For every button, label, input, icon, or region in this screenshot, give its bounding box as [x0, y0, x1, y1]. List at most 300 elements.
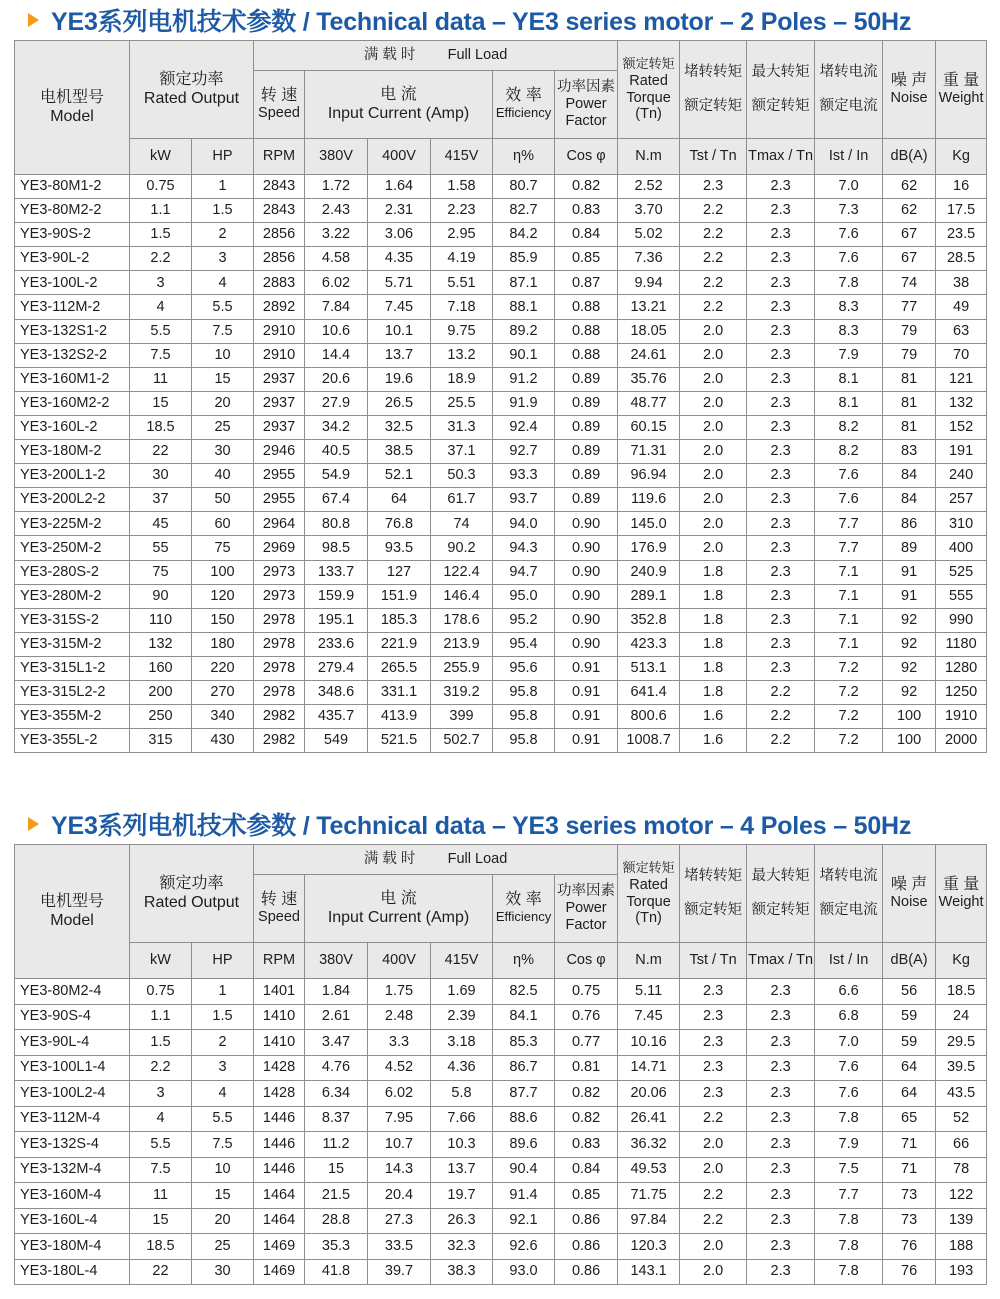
value-cell: 0.88 — [555, 319, 618, 343]
value-cell: 10.7 — [368, 1132, 431, 1158]
value-cell: 10 — [192, 1157, 254, 1183]
model-cell: YE3-355M-2 — [15, 705, 130, 729]
value-cell: 435.7 — [305, 705, 368, 729]
model-cell: YE3-100L2-4 — [15, 1081, 130, 1107]
value-cell: 1410 — [254, 1030, 305, 1056]
value-cell: 14.3 — [368, 1157, 431, 1183]
value-cell: 2.3 — [747, 343, 815, 367]
table-row — [15, 979, 987, 1005]
value-cell: 7.1 — [815, 608, 883, 632]
value-cell: 1.1 — [130, 1004, 192, 1030]
value-cell: 7.5 — [815, 1157, 883, 1183]
value-cell: 2.3 — [747, 584, 815, 608]
table-row — [15, 367, 987, 391]
value-cell: 67.4 — [305, 488, 368, 512]
value-cell: 0.91 — [555, 705, 618, 729]
value-cell: 0.89 — [555, 391, 618, 415]
value-cell: 7.3 — [815, 199, 883, 223]
value-cell: 15 — [192, 367, 254, 391]
header-locked-torque: 堵转转矩 额定转矩 — [680, 845, 747, 943]
value-cell: 10 — [192, 343, 254, 367]
value-cell: 10.16 — [618, 1030, 680, 1056]
value-cell: 11.2 — [305, 1132, 368, 1158]
value-cell: 65 — [883, 1106, 936, 1132]
value-cell: 15 — [130, 391, 192, 415]
value-cell: 6.02 — [305, 271, 368, 295]
value-cell: 2.0 — [680, 415, 747, 439]
header-model: 电机型号 Model — [15, 845, 130, 979]
value-cell: 4.19 — [431, 247, 493, 271]
value-cell: 92.6 — [493, 1234, 555, 1260]
value-cell: 55 — [130, 536, 192, 560]
value-cell: 6.8 — [815, 1004, 883, 1030]
value-cell: 3.18 — [431, 1030, 493, 1056]
value-cell: 14.71 — [618, 1055, 680, 1081]
model-cell: YE3-132S2-2 — [15, 343, 130, 367]
value-cell: 7.6 — [815, 1081, 883, 1107]
model-cell: YE3-225M-2 — [15, 512, 130, 536]
value-cell: 91.2 — [493, 367, 555, 391]
value-cell: 36.32 — [618, 1132, 680, 1158]
value-cell: 8.3 — [815, 295, 883, 319]
value-cell: 2.3 — [747, 367, 815, 391]
value-cell: 2843 — [254, 175, 305, 199]
section-title-text: YE3系列电机技术参数 / Technical data – YE3 series motor – 4 Poles – 50Hz — [51, 812, 912, 840]
value-cell: 2.0 — [680, 1259, 747, 1285]
value-cell: 2.0 — [680, 536, 747, 560]
value-cell: 96.94 — [618, 464, 680, 488]
header-full-load: 满 载 时 Full Load — [254, 845, 618, 875]
value-cell: 38.3 — [431, 1259, 493, 1285]
value-cell: 2.0 — [680, 1234, 747, 1260]
value-cell: 7.5 — [130, 1157, 192, 1183]
value-cell: 77 — [883, 295, 936, 319]
value-cell: 15 — [305, 1157, 368, 1183]
table-row — [15, 271, 987, 295]
value-cell: 0.89 — [555, 440, 618, 464]
value-cell: 289.1 — [618, 584, 680, 608]
value-cell: 71.75 — [618, 1183, 680, 1209]
table-row — [15, 415, 987, 439]
value-cell: 79 — [883, 319, 936, 343]
value-cell: 40.5 — [305, 440, 368, 464]
value-cell: 3.3 — [368, 1030, 431, 1056]
header-rated-torque: 额定转矩 Rated Torque (Tn) — [618, 845, 680, 943]
value-cell: 8.1 — [815, 367, 883, 391]
value-cell: 0.90 — [555, 608, 618, 632]
table-body — [15, 175, 987, 753]
header-rated-output: 额定功率 Rated Output — [130, 41, 254, 139]
value-cell: 2.3 — [747, 488, 815, 512]
value-cell: 2843 — [254, 199, 305, 223]
table-row — [15, 512, 987, 536]
header-speed: 转 速 Speed — [254, 71, 305, 139]
value-cell: 49 — [936, 295, 987, 319]
value-cell: 213.9 — [431, 632, 493, 656]
value-cell: 2.3 — [680, 1004, 747, 1030]
value-cell: 28.5 — [936, 247, 987, 271]
value-cell: 1464 — [254, 1208, 305, 1234]
value-cell: 2.3 — [747, 608, 815, 632]
value-cell: 60 — [192, 512, 254, 536]
value-cell: 7.1 — [815, 632, 883, 656]
value-cell: 82.7 — [493, 199, 555, 223]
value-cell: 7.9 — [815, 1132, 883, 1158]
value-cell: 1.1 — [130, 199, 192, 223]
model-cell: YE3-160L-2 — [15, 415, 130, 439]
value-cell: 1280 — [936, 656, 987, 680]
unit-header-cell: 400V — [368, 943, 431, 979]
table-row — [15, 729, 987, 753]
value-cell: 2.3 — [680, 1055, 747, 1081]
model-cell: YE3-100L1-4 — [15, 1055, 130, 1081]
value-cell: 11 — [130, 367, 192, 391]
value-cell: 7.84 — [305, 295, 368, 319]
model-cell: YE3-90S-4 — [15, 1004, 130, 1030]
value-cell: 7.36 — [618, 247, 680, 271]
value-cell: 0.76 — [555, 1004, 618, 1030]
value-cell: 35.3 — [305, 1234, 368, 1260]
value-cell: 98.5 — [305, 536, 368, 560]
header-rated-torque: 额定转矩 Rated Torque (Tn) — [618, 41, 680, 139]
model-cell: YE3-315L2-2 — [15, 680, 130, 704]
value-cell: 2937 — [254, 391, 305, 415]
value-cell: 7.2 — [815, 705, 883, 729]
value-cell: 185.3 — [368, 608, 431, 632]
value-cell: 6.02 — [368, 1081, 431, 1107]
value-cell: 2.2 — [130, 247, 192, 271]
value-cell: 7.45 — [618, 1004, 680, 1030]
header-speed: 转 速 Speed — [254, 875, 305, 943]
value-cell: 2973 — [254, 560, 305, 584]
value-cell: 26.3 — [431, 1208, 493, 1234]
value-cell: 67 — [883, 223, 936, 247]
value-cell: 0.75 — [130, 979, 192, 1005]
unit-header-cell: Ist / In — [815, 943, 883, 979]
value-cell: 45 — [130, 512, 192, 536]
value-cell: 7.1 — [815, 584, 883, 608]
value-cell: 26.41 — [618, 1106, 680, 1132]
value-cell: 91 — [883, 560, 936, 584]
value-cell: 2.3 — [747, 271, 815, 295]
model-cell: YE3-80M1-2 — [15, 175, 130, 199]
value-cell: 2982 — [254, 729, 305, 753]
value-cell: 100 — [883, 729, 936, 753]
value-cell: 2.2 — [130, 1055, 192, 1081]
unit-header-cell: Tmax / Tn — [747, 139, 815, 175]
value-cell: 85.3 — [493, 1030, 555, 1056]
value-cell: 90.2 — [431, 536, 493, 560]
value-cell: 2.3 — [747, 247, 815, 271]
model-cell: YE3-280S-2 — [15, 560, 130, 584]
value-cell: 0.88 — [555, 295, 618, 319]
value-cell: 2.0 — [680, 464, 747, 488]
value-cell: 10.1 — [368, 319, 431, 343]
value-cell: 348.6 — [305, 680, 368, 704]
table-row — [15, 680, 987, 704]
value-cell: 4.35 — [368, 247, 431, 271]
value-cell: 91.4 — [493, 1183, 555, 1209]
value-cell: 127 — [368, 560, 431, 584]
value-cell: 1.72 — [305, 175, 368, 199]
value-cell: 0.85 — [555, 1183, 618, 1209]
value-cell: 2.0 — [680, 512, 747, 536]
value-cell: 1.6 — [680, 705, 747, 729]
value-cell: 64 — [883, 1055, 936, 1081]
value-cell: 2.43 — [305, 199, 368, 223]
value-cell: 2.3 — [747, 319, 815, 343]
value-cell: 2.95 — [431, 223, 493, 247]
value-cell: 18.5 — [936, 979, 987, 1005]
value-cell: 52 — [936, 1106, 987, 1132]
value-cell: 76 — [883, 1234, 936, 1260]
units-row — [15, 139, 987, 175]
value-cell: 80.8 — [305, 512, 368, 536]
value-cell: 86.7 — [493, 1055, 555, 1081]
value-cell: 63 — [936, 319, 987, 343]
value-cell: 5.5 — [192, 295, 254, 319]
value-cell: 193 — [936, 1259, 987, 1285]
value-cell: 0.89 — [555, 488, 618, 512]
value-cell: 2.3 — [747, 1259, 815, 1285]
value-cell: 1.8 — [680, 632, 747, 656]
value-cell: 2 — [192, 1030, 254, 1056]
value-cell: 2937 — [254, 415, 305, 439]
model-cell: YE3-160M1-2 — [15, 367, 130, 391]
value-cell: 13.7 — [431, 1157, 493, 1183]
value-cell: 188 — [936, 1234, 987, 1260]
value-cell: 7.8 — [815, 1208, 883, 1234]
value-cell: 95.8 — [493, 680, 555, 704]
value-cell: 331.1 — [368, 680, 431, 704]
value-cell: 4.58 — [305, 247, 368, 271]
value-cell: 5.5 — [130, 319, 192, 343]
value-cell: 1.5 — [192, 199, 254, 223]
value-cell: 2955 — [254, 464, 305, 488]
value-cell: 0.81 — [555, 1055, 618, 1081]
value-cell: 95.0 — [493, 584, 555, 608]
value-cell: 1.8 — [680, 656, 747, 680]
value-cell: 8.1 — [815, 391, 883, 415]
value-cell: 20.4 — [368, 1183, 431, 1209]
value-cell: 191 — [936, 440, 987, 464]
value-cell: 0.82 — [555, 1081, 618, 1107]
table-row — [15, 488, 987, 512]
value-cell: 38 — [936, 271, 987, 295]
value-cell: 7.5 — [192, 1132, 254, 1158]
value-cell: 0.86 — [555, 1259, 618, 1285]
model-cell: YE3-180M-2 — [15, 440, 130, 464]
value-cell: 7.45 — [368, 295, 431, 319]
value-cell: 4 — [130, 1106, 192, 1132]
header-power-factor: 功率因素 Power Factor — [555, 875, 618, 943]
value-cell: 4 — [192, 271, 254, 295]
model-cell: YE3-90L-4 — [15, 1030, 130, 1056]
header-current: 电 流 Input Current (Amp) — [305, 71, 493, 139]
value-cell: 2910 — [254, 319, 305, 343]
value-cell: 1446 — [254, 1132, 305, 1158]
value-cell: 133.7 — [305, 560, 368, 584]
value-cell: 150 — [192, 608, 254, 632]
table-row — [15, 584, 987, 608]
value-cell: 41.8 — [305, 1259, 368, 1285]
value-cell: 555 — [936, 584, 987, 608]
value-cell: 13.21 — [618, 295, 680, 319]
value-cell: 525 — [936, 560, 987, 584]
value-cell: 56 — [883, 979, 936, 1005]
value-cell: 59 — [883, 1030, 936, 1056]
value-cell: 8.3 — [815, 319, 883, 343]
triangle-right-icon — [28, 817, 39, 831]
value-cell: 2.3 — [747, 1081, 815, 1107]
value-cell: 7.8 — [815, 1106, 883, 1132]
value-cell: 310 — [936, 512, 987, 536]
value-cell: 20 — [192, 1208, 254, 1234]
unit-header-cell: 380V — [305, 943, 368, 979]
model-cell: YE3-200L1-2 — [15, 464, 130, 488]
value-cell: 146.4 — [431, 584, 493, 608]
value-cell: 413.9 — [368, 705, 431, 729]
value-cell: 513.1 — [618, 656, 680, 680]
value-cell: 2.23 — [431, 199, 493, 223]
value-cell: 75 — [130, 560, 192, 584]
unit-header-cell: RPM — [254, 943, 305, 979]
value-cell: 160 — [130, 656, 192, 680]
value-cell: 81 — [883, 391, 936, 415]
value-cell: 33.5 — [368, 1234, 431, 1260]
value-cell: 502.7 — [431, 729, 493, 753]
value-cell: 1.8 — [680, 680, 747, 704]
value-cell: 2.2 — [680, 271, 747, 295]
value-cell: 64 — [368, 488, 431, 512]
unit-header-cell: 400V — [368, 139, 431, 175]
value-cell: 990 — [936, 608, 987, 632]
value-cell: 152 — [936, 415, 987, 439]
unit-header-cell: HP — [192, 943, 254, 979]
unit-header-cell: Ist / In — [815, 139, 883, 175]
model-cell: YE3-315S-2 — [15, 608, 130, 632]
section-title — [14, 804, 986, 844]
value-cell: 110 — [130, 608, 192, 632]
value-cell: 151.9 — [368, 584, 431, 608]
header-locked-current: 堵转电流 额定电流 — [815, 845, 883, 943]
value-cell: 0.91 — [555, 656, 618, 680]
value-cell: 2.3 — [747, 512, 815, 536]
value-cell: 0.75 — [130, 175, 192, 199]
value-cell: 2.0 — [680, 1132, 747, 1158]
value-cell: 2.3 — [747, 175, 815, 199]
value-cell: 2.0 — [680, 391, 747, 415]
value-cell: 71 — [883, 1157, 936, 1183]
model-cell: YE3-280M-2 — [15, 584, 130, 608]
model-cell: YE3-100L-2 — [15, 271, 130, 295]
value-cell: 7.7 — [815, 512, 883, 536]
value-cell: 2000 — [936, 729, 987, 753]
value-cell: 0.91 — [555, 729, 618, 753]
value-cell: 30 — [192, 440, 254, 464]
value-cell: 2937 — [254, 367, 305, 391]
model-cell: YE3-180M-4 — [15, 1234, 130, 1260]
value-cell: 2978 — [254, 632, 305, 656]
value-cell: 2.2 — [747, 729, 815, 753]
value-cell: 122.4 — [431, 560, 493, 584]
value-cell: 2856 — [254, 223, 305, 247]
value-cell: 18.9 — [431, 367, 493, 391]
value-cell: 180 — [192, 632, 254, 656]
value-cell: 220 — [192, 656, 254, 680]
value-cell: 1.69 — [431, 979, 493, 1005]
value-cell: 86 — [883, 512, 936, 536]
value-cell: 35.76 — [618, 367, 680, 391]
value-cell: 2.3 — [747, 1132, 815, 1158]
value-cell: 7.8 — [815, 271, 883, 295]
value-cell: 1469 — [254, 1234, 305, 1260]
header-full-load: 满 载 时 Full Load — [254, 41, 618, 71]
value-cell: 26.5 — [368, 391, 431, 415]
value-cell: 2955 — [254, 488, 305, 512]
value-cell: 2964 — [254, 512, 305, 536]
value-cell: 2.3 — [747, 979, 815, 1005]
model-cell: YE3-315L1-2 — [15, 656, 130, 680]
value-cell: 0.83 — [555, 199, 618, 223]
value-cell: 0.88 — [555, 343, 618, 367]
model-cell: YE3-355L-2 — [15, 729, 130, 753]
table-row — [15, 1157, 987, 1183]
value-cell: 0.91 — [555, 680, 618, 704]
value-cell: 2978 — [254, 656, 305, 680]
units-row — [15, 943, 987, 979]
table-row — [15, 705, 987, 729]
value-cell: 119.6 — [618, 488, 680, 512]
value-cell: 0.87 — [555, 271, 618, 295]
value-cell: 93.3 — [493, 464, 555, 488]
value-cell: 7.6 — [815, 464, 883, 488]
value-cell: 2.3 — [747, 440, 815, 464]
value-cell: 67 — [883, 247, 936, 271]
value-cell: 15 — [192, 1183, 254, 1209]
value-cell: 2856 — [254, 247, 305, 271]
value-cell: 2.3 — [747, 1055, 815, 1081]
value-cell: 4 — [130, 295, 192, 319]
value-cell: 84 — [883, 464, 936, 488]
value-cell: 87.7 — [493, 1081, 555, 1107]
table-row — [15, 1030, 987, 1056]
value-cell: 73 — [883, 1208, 936, 1234]
value-cell: 120 — [192, 584, 254, 608]
value-cell: 62 — [883, 175, 936, 199]
value-cell: 92.1 — [493, 1208, 555, 1234]
value-cell: 423.3 — [618, 632, 680, 656]
value-cell: 319.2 — [431, 680, 493, 704]
value-cell: 48.77 — [618, 391, 680, 415]
value-cell: 250 — [130, 705, 192, 729]
value-cell: 95.8 — [493, 729, 555, 753]
value-cell: 2.3 — [680, 1081, 747, 1107]
value-cell: 18.05 — [618, 319, 680, 343]
value-cell: 2.3 — [680, 979, 747, 1005]
table-row — [15, 1004, 987, 1030]
value-cell: 2.0 — [680, 488, 747, 512]
value-cell: 2.3 — [747, 656, 815, 680]
value-cell: 2.3 — [747, 1030, 815, 1056]
value-cell: 3 — [130, 271, 192, 295]
table-row — [15, 1081, 987, 1107]
model-cell: YE3-112M-4 — [15, 1106, 130, 1132]
model-cell: YE3-112M-2 — [15, 295, 130, 319]
table-section-4-poles — [14, 804, 986, 1285]
value-cell: 2.0 — [680, 367, 747, 391]
value-cell: 3.47 — [305, 1030, 368, 1056]
